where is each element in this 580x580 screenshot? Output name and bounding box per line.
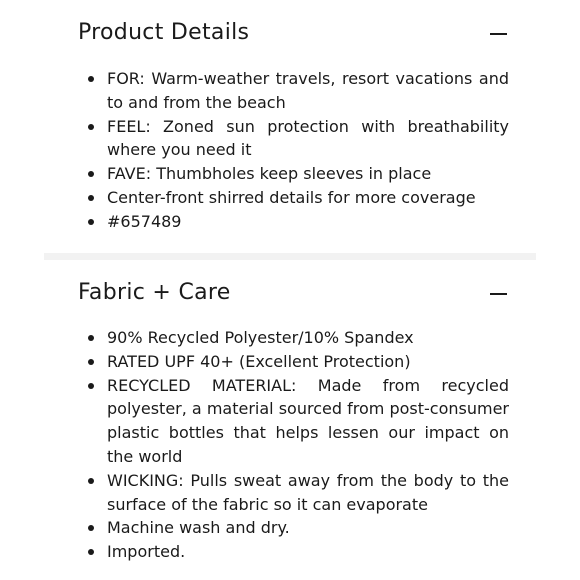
product-details-list <box>107 67 509 234</box>
fabric-care-title: Fabric + Care <box>78 280 231 305</box>
fabric-care-list <box>107 326 509 564</box>
list-item: 90% Recycled Polyester/10% Spandex <box>107 326 509 350</box>
product-details-title: Product Details <box>78 20 250 45</box>
list-item: #657489 <box>107 210 509 234</box>
list-item: FAVE: Thumbholes keep sleeves in place <box>107 162 509 186</box>
product-details-header[interactable] <box>44 20 536 60</box>
list-item: FEEL: Zoned sun protection with breathability where you need it <box>107 115 509 163</box>
fabric-care-section <box>44 260 536 580</box>
section-divider <box>44 253 536 260</box>
list-item: FOR: Warm-weather travels, resort vacations and to and from the beach <box>107 67 509 115</box>
list-item: WICKING: Pulls sweat away from the body to the surface of the fabric so it can evaporate <box>107 469 509 517</box>
right-margin <box>536 0 580 580</box>
fabric-care-header[interactable] <box>44 280 536 320</box>
left-margin <box>0 0 44 580</box>
list-item: Imported. <box>107 540 509 564</box>
list-item: Center-front shirred details for more coverage <box>107 186 509 210</box>
list-item: RECYCLED MATERIAL: Made from recycled polyester, a material sourced from post-consumer plastic bottles that helps lessen our impact on the world <box>107 374 509 469</box>
list-item: RATED UPF 40+ (Excellent Protection) <box>107 350 509 374</box>
collapse-minus-icon[interactable] <box>490 33 507 35</box>
list-item: Machine wash and dry. <box>107 516 509 540</box>
collapse-minus-icon[interactable] <box>490 293 507 295</box>
product-details-section <box>44 0 536 253</box>
